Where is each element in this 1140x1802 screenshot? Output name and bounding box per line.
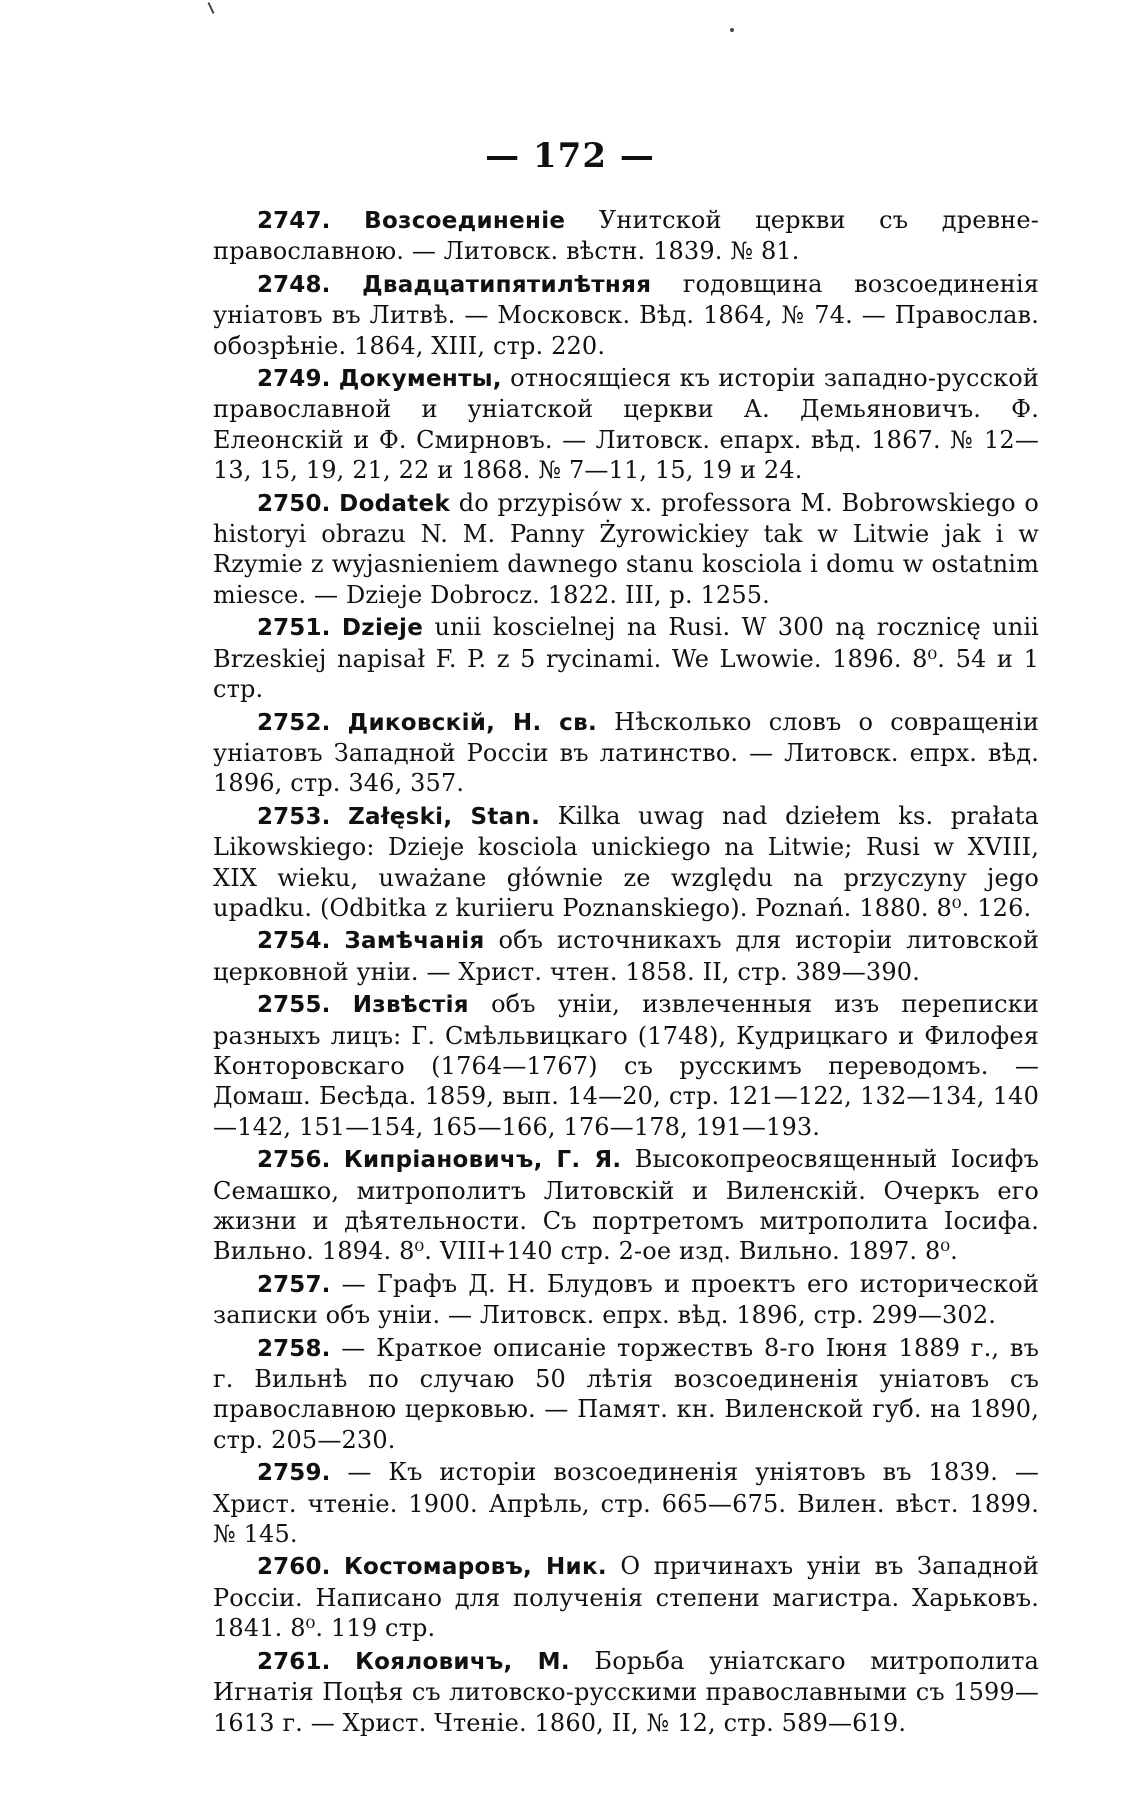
bibliography-entries	[213, 205, 1039, 1740]
entry-number: 2755.	[257, 992, 331, 1019]
entry-heading: Костомаровъ, Ник.	[343, 1554, 607, 1581]
entry-text: Унитской церкви съ древне-православною. — Литовск. вѣстн. 1839. № 81.	[213, 206, 1039, 266]
entry-number: 2754.	[257, 928, 331, 955]
entry-number: 2758.	[257, 1335, 331, 1362]
bibliography-entry	[213, 801, 1039, 924]
bibliography-entry	[213, 925, 1039, 987]
entry-heading: Документы,	[338, 366, 502, 393]
entry-text: относящіеся къ исторіи западно-русской православной и уніатской церкви А. Демьяновичъ. Ф. Елеонскій и Ф. Смирновъ. — Литовск. епарх. вѣд. 1867. № 12—13, 15, 19, 21, 22 и 1868. № 7—11, 15, 19 и 24.	[213, 364, 1040, 485]
entry-number: 2753.	[257, 803, 331, 830]
bibliography-entry	[213, 1646, 1039, 1738]
entry-number: 2760.	[257, 1554, 331, 1581]
bibliography-entry	[213, 989, 1039, 1142]
margin-mark	[208, 2, 215, 14]
entry-heading: Возсоединеніе	[364, 208, 566, 234]
entry-text: — Графъ Д. Н. Блудовъ и проектъ его исторической записки объ уніи. — Литовск. епрх. вѣд. 1896, стр. 299—302.	[213, 1269, 1040, 1330]
entry-text: Нѣсколько словъ о совращеніи уніатовъ Западной Россіи въ латинство. — Литовск. епрх. вѣд. 1896, стр. 346, 357.	[213, 707, 1040, 798]
entry-text: — Къ исторіи возсоединенія уніятовъ въ 1839. — Христ. чтеніе. 1900. Апрѣль, стр. 665—675. Вилен. вѣст. 1899. № 145.	[213, 1458, 1039, 1549]
entry-heading: Двадцатипятилѣтняя	[362, 271, 652, 298]
bibliography-entry	[213, 1457, 1039, 1549]
entry-text: годовщина возсоединенія уніатовъ въ Литвѣ. — Московск. Вѣд. 1864, № 74. — Православ. обозрѣніе. 1864, XIII, стр. 220.	[213, 269, 1039, 360]
entry-text: О причинахъ уніи въ Западной Россіи. Написано для полученія степени магистра. Харьковъ. 1841. 8⁰. 119 стр.	[213, 1552, 1039, 1643]
bibliography-entry	[213, 1144, 1039, 1267]
bibliography-entry	[213, 488, 1039, 611]
entry-heading: Извѣстія	[352, 992, 469, 1019]
entry-text: do przypisów x. professora M. Bobrowskiego o historyi obrazu N. M. Panny Żyrowickiey tak w Litwie jak i w Rzymie z wyjasnieniem dawnego stanu kosciola i domu w ostatnim miesce. — Dzieje Dobrocz. 1822. III, p. 1255.	[213, 488, 1040, 609]
entry-number: 2757.	[257, 1271, 331, 1298]
margin-dot	[730, 28, 734, 32]
bibliography-entry	[213, 707, 1039, 799]
entry-number: 2756.	[257, 1147, 331, 1174]
bibliography-entry	[213, 363, 1039, 486]
entry-text: unii koscielnej na Rusi. W 300 ną rocznicę unii Brzeskiej napisał F. P. z 5 rycinami. We Lwowie. 1896. 8⁰. 54 и 1 стр.	[213, 613, 1040, 704]
entry-text: Высокопреосвященный Іосифъ Семашко, митрополитъ Литовскій и Виленскій. Очеркъ его жизни и дѣятельности. Съ портретомъ митрополита Іосифа. Вильно. 1894. 8⁰. VIII+140 стр. 2-ое изд. Вильно. 1897. 8⁰.	[213, 1145, 1040, 1266]
entry-heading: Замѣчанія	[344, 928, 485, 955]
entry-text: Kilka uwag nad dziełem ks. prałata Likowskiego: Dzieje kosciola unickiego na Litwie; Rusi w XVIII, XIX wieku, uważane głównie ze względu na przyczyny jego upadku. (Odbitka z kuriieru Poznanskiego). Poznań. 1880. 8⁰. 126.	[213, 801, 1040, 922]
entry-heading: Кояловичъ, М.	[355, 1648, 570, 1675]
entry-number: 2759.	[257, 1460, 331, 1487]
entry-number: 2747.	[257, 208, 331, 234]
entry-text: Борьба уніатскаго митрополита Игнатія Поцѣя съ литовско-русскими православными съ 1599—1613 г. — Христ. Чтеніе. 1860, II, № 12, стр. 589—619.	[213, 1646, 1039, 1737]
entry-number: 2749.	[257, 366, 331, 393]
entry-number: 2752.	[257, 709, 331, 736]
entry-heading: Dodatek	[339, 490, 451, 517]
page-number: — 172 —	[485, 136, 655, 176]
entry-heading: Dzieje	[341, 615, 424, 642]
entry-number: 2750.	[257, 490, 331, 517]
entry-text: объ источникахъ для исторіи литовской церковной уніи. — Христ. чтен. 1858. II, стр. 389—390.	[213, 926, 1040, 986]
entry-text: объ уніи, извлеченныя изъ переписки разныхъ лицъ: Г. Смѣльвицкаго (1748), Кудрицкаго и Филофея Конторовскаго (1764—1767) съ русскимъ переводомъ. — Домаш. Бесѣда. 1859, вып. 14—20, стр. 121—122, 132—134, 140—142, 151—154, 165—166, 176—178, 191—193.	[213, 990, 1040, 1141]
entry-number: 2748.	[257, 271, 331, 298]
entry-text: — Краткое описаніе торжествъ 8-го Іюня 1889 г., въ г. Вильнѣ по случаю 50 лѣтія возсоединенія уніатовъ съ православною церковью. — Памят. кн. Виленской губ. на 1890, стр. 205—230.	[213, 1333, 1039, 1454]
bibliography-entry	[213, 1333, 1039, 1456]
bibliography-entry	[213, 205, 1039, 267]
entry-number: 2751.	[257, 615, 331, 642]
entry-heading: Диковскій, Н. св.	[347, 709, 597, 736]
bibliography-entry	[213, 269, 1039, 361]
bibliography-entry	[213, 612, 1039, 704]
bibliography-entry	[213, 1269, 1039, 1331]
bibliography-entry	[213, 1551, 1039, 1643]
entry-number: 2761.	[257, 1648, 331, 1675]
entry-heading: Załęski, Stan.	[348, 803, 541, 830]
entry-heading: Кипріановичъ, Г. Я.	[343, 1147, 622, 1174]
